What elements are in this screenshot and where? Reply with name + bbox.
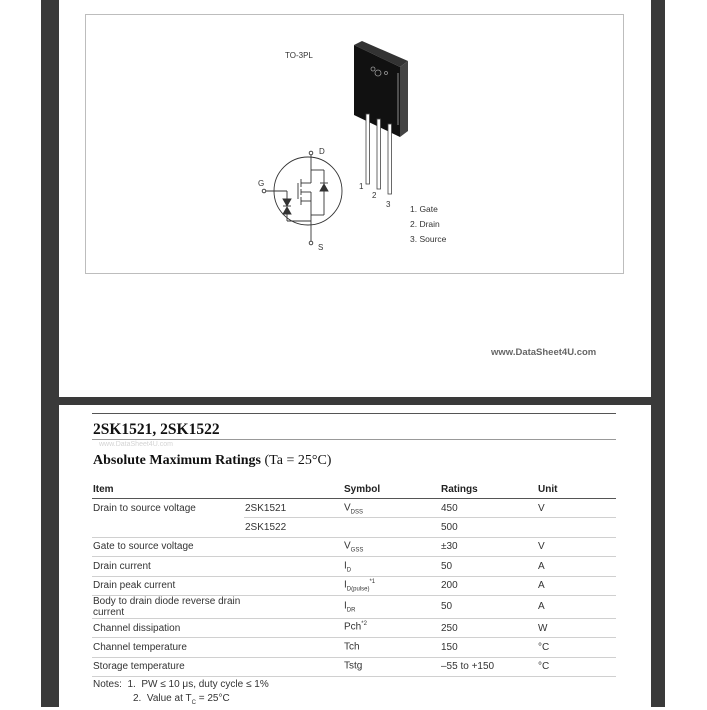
pin-number-2: 2 (372, 191, 377, 200)
pin-gate: 1. Gate (410, 204, 438, 214)
note-1 (93, 678, 269, 692)
table-row (92, 499, 616, 518)
table-row (92, 576, 616, 595)
header-blank (244, 480, 343, 499)
item-cell: Channel dissipation (92, 618, 244, 637)
variant-cell (244, 638, 343, 657)
section-title (93, 453, 331, 469)
symbol-cell (343, 595, 440, 618)
note-1-num: 1. (127, 679, 136, 690)
part-title: 2SK1521, 2SK1522 (93, 421, 220, 438)
item-cell: Channel temperature (92, 638, 244, 657)
table-row (92, 618, 616, 637)
header-item: Item (92, 480, 244, 499)
variant-cell (244, 537, 343, 556)
datasheet-watermark: www.DataSheet4U.com (491, 347, 597, 358)
section-title-condition: (Ta = 25°C) (264, 453, 332, 468)
symbol-cell (343, 657, 440, 676)
page-gap (41, 397, 665, 405)
note-2-num: 2. (133, 693, 142, 704)
table-row (92, 537, 616, 556)
section-title-main: Absolute Maximum Ratings (93, 453, 262, 468)
rating-cell: ±30 (440, 537, 537, 556)
item-cell: Drain current (92, 557, 244, 576)
unit-cell: A (537, 595, 616, 618)
rating-cell: –55 to +150 (440, 657, 537, 676)
rating-cell: 150 (440, 638, 537, 657)
symbol-cell (343, 557, 440, 576)
variant-cell (244, 618, 343, 637)
table-row (92, 595, 616, 618)
symbol-main: Pch (344, 621, 362, 633)
symbol-cell (343, 537, 440, 556)
document-page-top (59, 0, 651, 397)
variant-cell (244, 576, 343, 595)
note-2-sub: C (191, 700, 196, 706)
symbol-cell (343, 518, 440, 537)
notes-label: Notes: (93, 679, 122, 690)
rating-cell: 250 (440, 618, 537, 637)
to3pl-package-icon (354, 41, 408, 194)
table-row (92, 557, 616, 576)
pin-label-s: S (318, 243, 324, 252)
symbol-sub: D(pulse) (346, 586, 370, 593)
header-unit: Unit (537, 480, 616, 499)
note-2-pre: Value at T (146, 693, 192, 704)
note-2 (93, 692, 269, 710)
notes (93, 678, 269, 710)
symbol-main: V (344, 540, 351, 552)
unit-cell: W (537, 618, 616, 637)
ratings-table (92, 480, 616, 677)
rating-cell: 50 (440, 595, 537, 618)
symbol-cell (343, 638, 440, 657)
symbol-cell (343, 576, 440, 595)
pin-label-d: D (319, 147, 325, 156)
symbol-note: *2 (361, 621, 367, 628)
note-2-post: = 25°C (195, 693, 230, 704)
table-row (92, 638, 616, 657)
mosfet-symbol-icon (262, 151, 342, 245)
symbol-main: Tch (344, 641, 360, 653)
pin-label-g: G (258, 179, 265, 188)
symbol-cell (343, 618, 440, 637)
symbol-sub: GSS (350, 547, 364, 554)
pin-number-1: 1 (359, 182, 364, 191)
symbol-main: I (344, 560, 347, 572)
unit-cell: °C (537, 638, 616, 657)
item-cell: Body to drain diode reverse drain current (92, 595, 244, 618)
item-cell: Gate to source voltage (92, 537, 244, 556)
viewer-frame-right (651, 0, 665, 707)
unit-cell: A (537, 576, 616, 595)
symbol-cell (343, 499, 440, 518)
package-drawing (86, 15, 623, 273)
package-label: TO-3PL (285, 51, 313, 60)
symbol-sub: DSS (350, 508, 364, 515)
pin-list (410, 202, 446, 247)
header-ratings: Ratings (440, 480, 537, 499)
item-cell: Drain peak current (92, 576, 244, 595)
item-cell: Storage temperature (92, 657, 244, 676)
pin-number-3: 3 (386, 200, 391, 209)
rating-cell: 200 (440, 576, 537, 595)
variant-cell (244, 557, 343, 576)
pin-source: 3. Source (410, 234, 447, 244)
variant-cell (244, 657, 343, 676)
symbol-main: V (344, 501, 351, 513)
unit-cell (537, 518, 616, 537)
rating-cell: 450 (440, 499, 537, 518)
pin-drain: 2. Drain (410, 219, 440, 229)
table-row (92, 657, 616, 676)
faint-watermark: www.DataSheet4U.com (99, 441, 173, 448)
title-rule (92, 439, 616, 440)
symbol-note: *1 (369, 579, 376, 586)
package-diagram-box (85, 14, 624, 274)
unit-cell: A (537, 557, 616, 576)
variant-cell (244, 595, 343, 618)
variant-cell: 2SK1521 (244, 499, 343, 518)
item-cell: Drain to source voltage (93, 502, 196, 514)
symbol-main: I (344, 600, 347, 612)
unit-cell: V (537, 499, 616, 518)
table-row (92, 518, 616, 537)
header-rule (92, 413, 616, 414)
unit-cell: °C (537, 657, 616, 676)
symbol-sub: DR (346, 607, 356, 614)
symbol-main: Tstg (344, 660, 363, 672)
unit-cell: V (537, 537, 616, 556)
variant-cell: 2SK1522 (244, 518, 343, 537)
symbol-main: I (344, 579, 347, 591)
rating-cell: 50 (440, 557, 537, 576)
table-header-row (92, 480, 616, 499)
symbol-sub: D (346, 567, 352, 574)
document-page-bottom (59, 405, 651, 707)
header-symbol: Symbol (343, 480, 440, 499)
viewer-frame-left (41, 0, 59, 707)
note-1-text: PW ≤ 10 μs, duty cycle ≤ 1% (141, 679, 269, 690)
item-cell (92, 518, 244, 537)
rating-cell: 500 (440, 518, 537, 537)
